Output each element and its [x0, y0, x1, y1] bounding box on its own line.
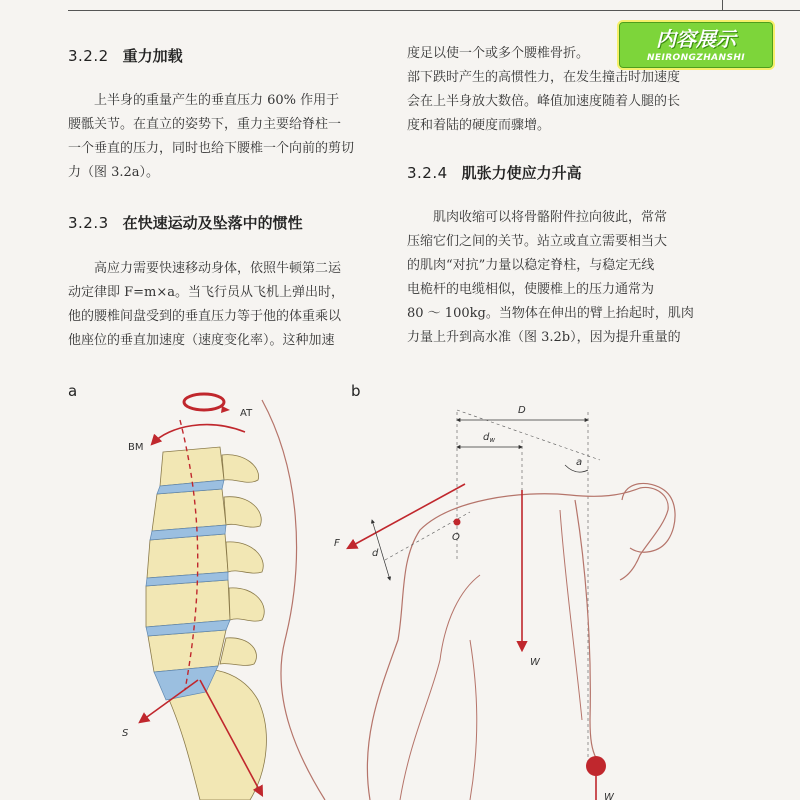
- text-line: 80 ～ 100kg。当物体在伸出的臂上抬起时，肌肉: [407, 306, 694, 321]
- bending-moment-arrow: [152, 425, 245, 444]
- text-line: 他的腰椎间盘受到的垂直压力等于他的体重乘以: [68, 309, 342, 324]
- arm-outline: [575, 500, 596, 758]
- text-line: 一个垂直的压力，同时也给下腰椎一个向前的剪切: [68, 141, 355, 156]
- back-outline: [262, 400, 325, 800]
- section-title: 在快速运动及坠落中的惯性: [122, 214, 303, 232]
- section-number: 3.2.3: [68, 214, 109, 232]
- label-dw: $d_w$: [483, 432, 496, 444]
- label-bm: BM: [128, 442, 144, 453]
- label-O: O: [452, 532, 460, 543]
- figure-panel-b-label: b: [351, 382, 361, 400]
- held-weight: [586, 756, 606, 776]
- text-line: 力量上升到高水准（图 3.2b），因为提升重量的: [407, 330, 681, 345]
- label-D: D: [518, 405, 526, 416]
- label-s: S: [122, 728, 129, 739]
- text-line: 腰骶关节。在直立的姿势下，重力主要给脊柱一: [68, 117, 342, 132]
- body-outline: [367, 487, 668, 800]
- muscle-force-arrow: [348, 484, 465, 548]
- text-line: 电桅杆的电缆相似，使腰椎上的压力通常为: [407, 282, 655, 297]
- label-W-body: W: [530, 657, 540, 668]
- text-line: 度和着陆的硬度而骤增。: [407, 118, 551, 133]
- section-number: 3.2.4: [407, 164, 448, 182]
- head-outline: [622, 483, 675, 552]
- label-F: F: [334, 538, 340, 549]
- badge-title: 内容展示: [656, 27, 736, 51]
- text-line: 肌肉收缩可以将骨骼附件拉向彼此，常常: [433, 210, 668, 225]
- section-title: 肌张力使应力升高: [461, 164, 582, 182]
- section-number: 3.2.2: [68, 47, 109, 65]
- label-d: d: [372, 548, 379, 559]
- badge-subtitle: NEIRONGZHANSHI: [646, 53, 746, 63]
- text-line: 压缩它们之间的关节。站立或直立需要相当大: [407, 234, 668, 249]
- text-line: 会在上半身放大数倍。峰值加速度随着人腿的长: [407, 94, 681, 109]
- text-line: 动定律即 F=m×a。当飞行员从飞机上弹出时，: [68, 285, 345, 300]
- text-line: 他座位的垂直加速度（速度变化率）。这种加速: [68, 333, 335, 348]
- figure-panel-a-label: a: [68, 382, 78, 400]
- text-line: 的肌肉“对抗”力量以稳定脊柱，与稳定无线: [407, 258, 655, 273]
- text-line: 部下跌时产生的高惯性力，在发生撞击时加速度: [407, 70, 681, 85]
- text-line: 高应力需要快速移动身体，依照牛顿第二运: [94, 261, 342, 276]
- pivot-point: [454, 519, 461, 526]
- label-W-weight: W: [604, 792, 614, 800]
- axial-torque-arrow: [184, 394, 224, 410]
- text-line: 上半身的重量产生的垂直压力 60% 作用于: [94, 93, 340, 108]
- text-line: 度足以使一个或多个腰椎骨折。: [407, 46, 590, 61]
- label-a: a: [576, 457, 583, 468]
- label-at: AT: [240, 408, 253, 419]
- panel-b-lifting-figure: [334, 405, 675, 800]
- text-line: 力（图 3.2a）。: [68, 165, 160, 180]
- section-title: 重力加载: [122, 47, 183, 65]
- panel-a-spine: [122, 394, 325, 800]
